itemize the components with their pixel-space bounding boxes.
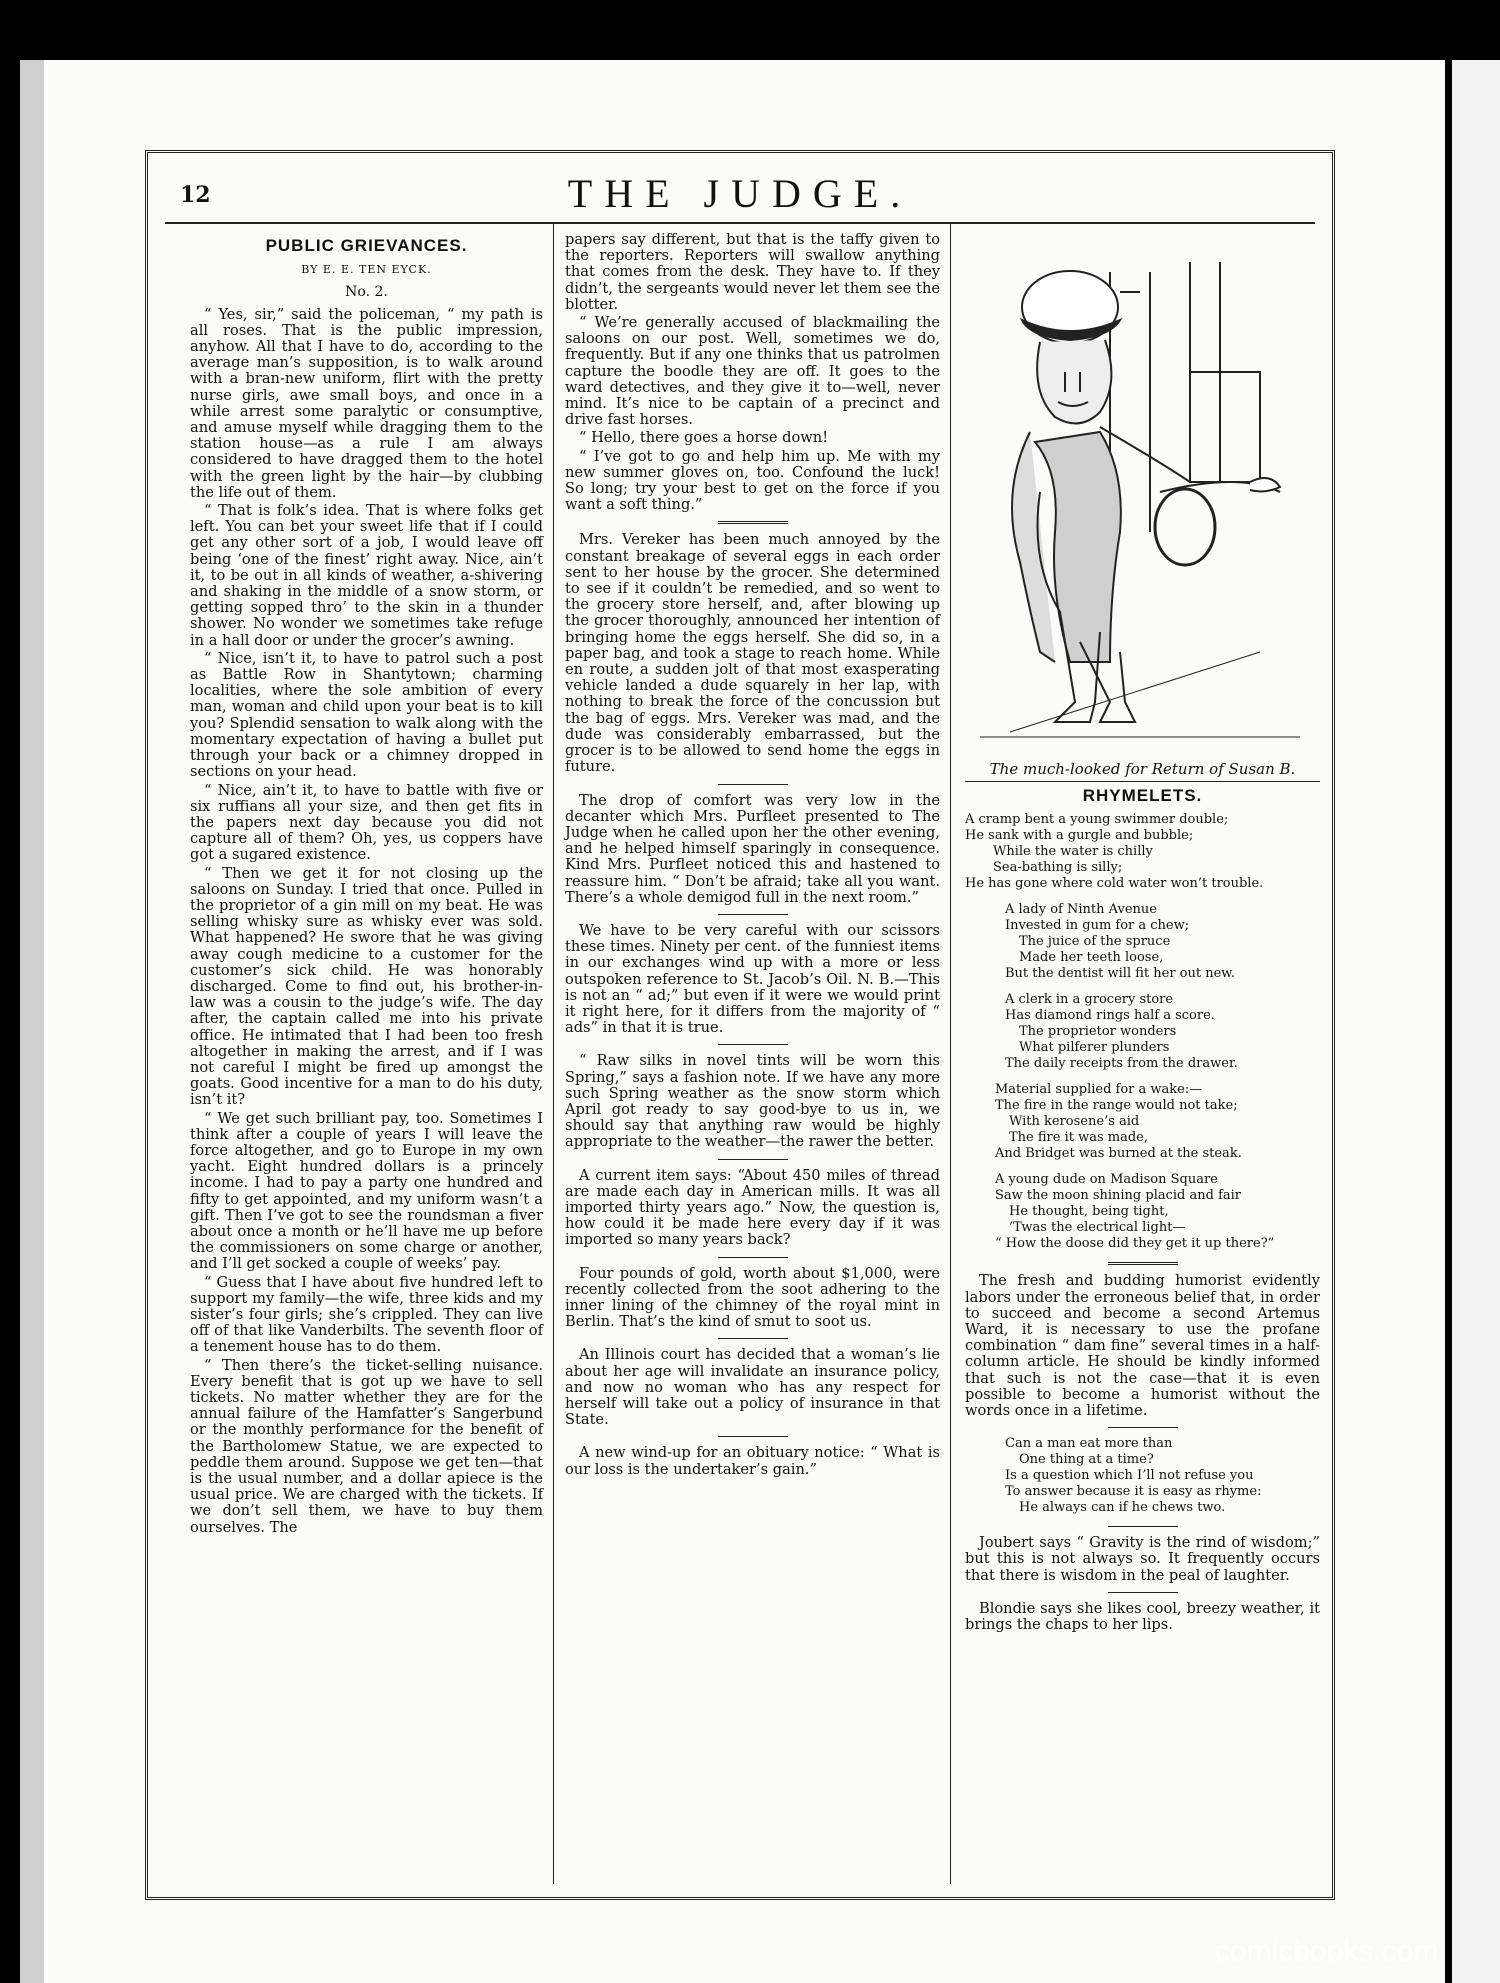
facing-page-edge: [1452, 60, 1500, 1983]
paragraph: “ Nice, isn’t it, to have to patrol such a post as Battle Row in Shantytown; charming localities, where the sole ambition of every man, woman and child upon your beat is to kill you? Splendid sensation to walk along with the momentary expectation of having a bullet put through your back or a chimney dropped in sections on your head.: [190, 649, 543, 781]
separator: [718, 1044, 788, 1045]
news-item: “ Raw silks in novel tints will be worn this Spring,” says a fashion note. If we have any more such Spring weather as the snow storm which April got ready to say good-bye to us in, we should say that anything raw would be highly appropriate to the weather—the rawer the better.: [565, 1052, 940, 1151]
paragraph: “ Yes, sir,” said the policeman, “ my path is all roses. That is the public impression, anyhow. All that I have to do, according to the average man’s supposition, is to walk around with a bran-new uniform, flirt with the pretty nurse girls, awe small boys, and once in a while arrest some paralytic or consumptive, and amuse myself while dragging them to the station house—as a rule I am always considered to have dragged them to the hotel with the green light by the hair—by clubbing the life out of them.: [190, 305, 543, 501]
binding-edge: [20, 60, 44, 1983]
verse-line: The fire it was made,: [1009, 1130, 1149, 1146]
paragraph: “ I’ve got to go and help him up. Me with my new summer gloves on, too. Confound the luck! So long; try your best to get on the force if you want a soft thing.”: [565, 447, 940, 514]
separator: [718, 914, 788, 915]
rhymelet: [965, 992, 1320, 1072]
news-item: An Illinois court has decided that a woman’s lie about her age will invalidate an insurance policy, and now no woman who has any respect for herself will take out a policy of insurance in that State.: [565, 1346, 940, 1429]
verse-line: Saw the moon shining placid and fair: [995, 1188, 1242, 1204]
paragraph: “ Then we get it for not closing up the saloons on Sunday. I tried that once. Pulled in the proprietor of a gin mill on my beat. He was selling whisky sure as whisky ever was sold. What happened? He swore that he was giving away cough medicine to a customer for the customer’s sick child. He was honorably discharged. Come to find out, his brother-in-law was a cousin to the judge’s wife. The day after, the captain called me into his private office. He intimated that I had been too fresh altogether in making the arrest, and if I was not careful I might be fired up amongst the goats. Good incentive for a man to do his duty, isn’t it?: [190, 864, 543, 1109]
verse-line: Is a question which I’ll not refuse you: [1005, 1468, 1254, 1484]
masthead-title: THE JUDGE.: [567, 171, 913, 216]
article-number: No. 2.: [345, 284, 388, 301]
verse-line: A young dude on Madison Square: [995, 1172, 1218, 1188]
verse-line: While the water is chilly: [993, 844, 1153, 860]
header-rule: [165, 222, 1315, 224]
paragraph: The fresh and budding humorist evidently labors under the erroneous belief that, in order to succeed and become a second Artemus Ward, it is necessary to use the profane combination “ dam fine” several times in a half-column article. He should be kindly informed that such is not the case—that it is even possible to become a humorist without the words once in a lifetime.: [965, 1272, 1320, 1420]
separator: [1108, 1526, 1178, 1527]
verse-line: Sea-bathing is silly;: [993, 860, 1123, 876]
verse-line: What pilferer plunders: [1019, 1040, 1170, 1056]
verse-line: One thing at a time?: [1019, 1452, 1154, 1468]
verse-line: A lady of Ninth Avenue: [1005, 902, 1157, 918]
news-item: A new wind-up for an obituary notice: “ What is our loss is the undertaker’s gain.”: [565, 1444, 940, 1478]
separator: [718, 1159, 788, 1160]
paragraph: “ Then there’s the ticket-selling nuisance. Every benefit that is got up we have to sell tickets. No matter whether they are for the annual failure of the Hamfatter’s Sangerbund or the monthly performance for the benefit of the Bartholomew Statue, we are expected to peddle them around. Suppose we get ten—that is the usual number, and a dollar apiece is the usual price. We are charged with the tickets. If we don’t sell them, we have to buy them ourselves. The: [190, 1356, 543, 1536]
verse-line: To answer because it is easy as rhyme:: [1005, 1484, 1262, 1500]
verse-line: He sank with a gurgle and bubble;: [965, 828, 1194, 844]
rhymelet: [965, 812, 1320, 892]
masthead: [165, 170, 1315, 218]
rhymelets-heading: RHYMELETS.: [1082, 786, 1203, 806]
paragraph: “ Nice, ain’t it, to have to battle with five or six ruffians all your size, and then get fits in the papers next day because you did not capture all of them? Oh, yes, us coppers have got a sugared existence.: [190, 781, 543, 864]
news-item: We have to be very careful with our scissors these times. Ninety per cent. of the funniest items in our exchanges wind up with a more or less outspoken reference to St. Jacob’s Oil. N. B.—This is not an “ ad;” but even if it were we would print it right here, for it differs from the majority of “ ads” in that it is true.: [565, 921, 940, 1037]
separator: [718, 1338, 788, 1339]
verse-line: He thought, being tight,: [1009, 1204, 1169, 1220]
verse-line: ’Twas the electrical light—: [1009, 1220, 1186, 1236]
column-3: [965, 755, 1320, 1635]
verse-line: And Bridget was burned at the steak.: [995, 1146, 1242, 1162]
verse-line: The fire in the range would not take;: [995, 1098, 1238, 1114]
separator: [718, 784, 788, 785]
separator: [1108, 1262, 1178, 1265]
verse-line: The proprietor wonders: [1019, 1024, 1177, 1040]
verse-line: A cramp bent a young swimmer double;: [965, 812, 1229, 828]
verse-line: With kerosene’s aid: [1009, 1114, 1140, 1130]
separator: [718, 521, 788, 524]
paragraph: “ Guess that I have about five hundred left to support my family—the wife, three kids and my sister’s four girls; she’s crippled. They can live off of that like Vanderbilts. The seventh floor of a tenement house has to do them.: [190, 1273, 543, 1356]
verse-line: The juice of the spruce: [1019, 934, 1171, 950]
column-1: [190, 232, 543, 1538]
illustration-caption: The much-looked for Return of Susan B.: [989, 760, 1296, 778]
paragraph: “ We’re generally accused of blackmailing the saloons on our post. Well, sometimes we do, frequently. But if any one thinks that us patrolmen capture the boodle they are off. It goes to the ward detectives, and they give it to—well, never mind. It’s nice to be captain of a precinct and drive fast horses.: [565, 314, 940, 429]
verse-line: Invested in gum for a chew;: [1005, 918, 1190, 934]
cartoon-figure: [960, 232, 1320, 752]
separator: [1108, 1427, 1178, 1428]
paragraph: Blondie says she likes cool, breezy weather, it brings the chaps to her lips.: [965, 1599, 1320, 1634]
paragraph: “ We get such brilliant pay, too. Sometimes I think after a couple of years I will leave the force altogether, and go to Europe in my own yacht. Eight hundred dollars is a princely income. I had to pay a party one hundred and fifty to get appointed, and my uniform wasn’t a gift. Then I’ve got to see the roundsman a fiver about once a month or he’ll have me up before the commissioners on some charge or another, and I’ll get socked a couple of weeks’ pay.: [190, 1109, 543, 1273]
column-rule: [553, 224, 554, 1884]
page-number: 12: [180, 182, 211, 208]
verse-line: Can a man eat more than: [1005, 1436, 1173, 1452]
separator: [1108, 1592, 1178, 1593]
news-item: Four pounds of gold, worth about $1,000, were recently collected from the soot adhering to the inner lining of the chimney of the royal mint in Berlin. That’s the kind of smut to soot us.: [565, 1264, 940, 1331]
verse-line: He always can if he chews two.: [1019, 1500, 1226, 1516]
byline: BY E. E. TEN EYCK.: [301, 263, 432, 277]
verse-line: But the dentist will fit her out new.: [1005, 966, 1236, 982]
news-item: The drop of comfort was very low in the decanter which Mrs. Purfleet presented to The Judge when he called upon her the other evening, and he helped himself sparingly in consequence. Kind Mrs. Purfleet noticed this and hastened to reassure him. “ Don’t be afraid; take all you want. There’s a whole demigod full in the next room.”: [565, 791, 940, 906]
news-item: Mrs. Vereker has been much annoyed by the constant breakage of several eggs in each order sent to her house by the grocer. She determined to see if it couldn’t be remedied, and so went to the grocery store herself, and, after blowing up the grocer thoroughly, announced her intention of bringing home the eggs herself. She did so, in a paper bag, and took a stage to reach home. While en route, a sudden jolt of that most exasperating vehicle landed a dude squarely in her lap, with nothing to break the force of the concussion but the bag of eggs. Mrs. Vereker was mad, and the dude was considerably embarrassed, but the grocer is to be allowed to send home the eggs in future.: [565, 531, 940, 776]
article-heading: PUBLIC GRIEVANCES.: [265, 236, 468, 255]
separator: [718, 1436, 788, 1437]
illustration-susan-b: [960, 232, 1320, 752]
verse-line: Made her teeth loose,: [1019, 950, 1164, 966]
rhymelet: [965, 902, 1320, 982]
verse: [965, 1436, 1320, 1516]
verse-line: Has diamond rings half a score.: [1005, 1008, 1215, 1024]
verse-line: The daily receipts from the drawer.: [1005, 1056, 1238, 1072]
paragraph: “ Hello, there goes a horse down!: [579, 429, 829, 447]
separator: [718, 1257, 788, 1258]
verse-line: Material supplied for a wake:—: [995, 1082, 1203, 1098]
caption-rule: [965, 781, 1320, 782]
watermark: comicbooks.com: [1215, 1935, 1439, 1968]
verse-line: A clerk in a grocery store: [1005, 992, 1174, 1008]
paragraph: Joubert says “ Gravity is the rind of wisdom;” but this is not always so. It frequently occurs that there is wisdom in the peal of laughter.: [965, 1534, 1320, 1584]
verse-line: “ How the doose did they get it up there?”: [995, 1236, 1275, 1252]
paragraph: “ That is folk’s idea. That is where folks get left. You can bet your sweet life that if I could get any other sort of a job, I would leave off being ‘one of the finest’ right away. Nice, ain’t it, to be out in all kinds of weather, a-shivering and shaking in the middle of a snow storm, or getting sopped thro’ to the skin in a thunder shower. No wonder we sometimes take refuge in a hall door or under the grocer’s awning.: [190, 502, 543, 649]
news-item: A current item says: “About 450 miles of thread are made each day in American mills. It was all imported thirty years ago.” Now, the question is, how could it be made here every day if it was imported so many years back?: [565, 1166, 940, 1249]
column-2: [565, 232, 940, 1480]
verse-line: He has gone where cold water won’t trouble.: [965, 876, 1264, 892]
rhymelet: [965, 1172, 1320, 1252]
paragraph: papers say different, but that is the taffy given to the reporters. Reporters will swallow anything that comes from the desk. They have to. If they didn’t, the sergeants would never let them see the blotter.: [565, 231, 940, 313]
rhymelet: [965, 1082, 1320, 1162]
column-rule: [950, 224, 951, 1884]
